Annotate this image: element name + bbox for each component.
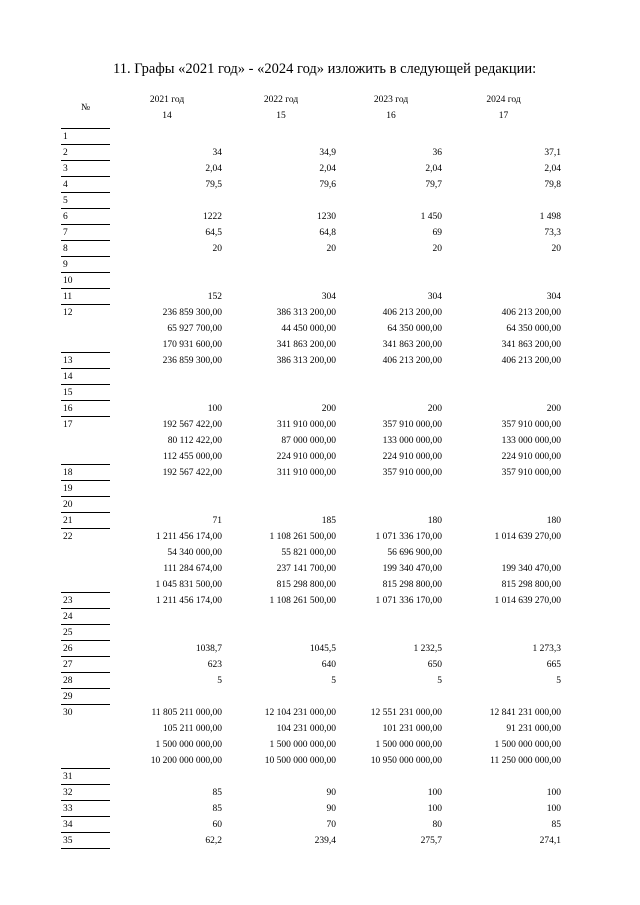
value-cell: 1 500 000 000,00	[269, 740, 336, 750]
value-cell: 1 108 261 500,00	[269, 596, 336, 606]
value-cell: 56 696 900,00	[387, 548, 442, 558]
value-cell: 304	[546, 292, 561, 302]
value-cell: 237 141 700,00	[276, 564, 336, 574]
value-cell: 2,04	[544, 164, 561, 174]
value-cell: 10 500 000 000,00	[264, 756, 336, 766]
table-row	[61, 160, 563, 176]
value-cell: 311 910 000,00	[276, 468, 336, 478]
value-cell: 199 340 470,00	[501, 564, 561, 574]
value-cell: 12 551 231 000,00	[370, 708, 442, 718]
table-row	[61, 656, 563, 672]
row-number: 35	[61, 832, 110, 848]
year-header: 2024 год	[486, 95, 521, 105]
table-row	[61, 704, 563, 720]
value-cell: 79,5	[205, 180, 222, 190]
value-cell: 60	[212, 820, 222, 830]
value-cell: 236 859 300,00	[162, 356, 222, 366]
value-cell: 100	[546, 788, 561, 798]
value-cell: 1038,7	[195, 644, 222, 654]
value-cell: 357 910 000,00	[501, 420, 561, 430]
value-cell: 1 045 831 500,00	[155, 580, 222, 590]
header-row-column-numbers	[61, 107, 563, 123]
value-cell: 199 340 470,00	[382, 564, 442, 574]
value-cell: 12 104 231 000,00	[264, 708, 336, 718]
row-number-continuation	[61, 448, 110, 464]
value-cell: 87 000 000,00	[281, 436, 336, 446]
table-row	[61, 336, 563, 352]
table-row	[61, 320, 563, 336]
empty-cell	[110, 128, 563, 144]
row-number-continuation	[61, 736, 110, 752]
row-number: 4	[61, 176, 110, 192]
table-row	[61, 352, 563, 368]
value-cell: 5	[217, 676, 222, 686]
value-cell: 180	[546, 516, 561, 526]
value-cell: 152	[207, 292, 222, 302]
value-cell: 79,8	[544, 180, 561, 190]
value-cell: 224 910 000,00	[276, 452, 336, 462]
empty-cell	[110, 496, 563, 512]
value-cell: 100	[207, 404, 222, 414]
row-number: 13	[61, 352, 110, 368]
row-number-continuation	[61, 576, 110, 592]
value-cell: 640	[321, 660, 336, 670]
empty-cell	[110, 256, 563, 272]
value-cell: 91 231 000,00	[506, 724, 561, 734]
row-number-continuation	[61, 720, 110, 736]
value-cell: 2,04	[205, 164, 222, 174]
value-cell: 224 910 000,00	[501, 452, 561, 462]
value-cell: 101 231 000,00	[382, 724, 442, 734]
value-cell: 311 910 000,00	[276, 420, 336, 430]
value-cell: 665	[546, 660, 561, 670]
value-cell: 5	[437, 676, 442, 686]
value-cell: 815 298 800,00	[382, 580, 442, 590]
value-cell: 275,7	[420, 836, 442, 846]
table-row	[61, 208, 563, 224]
empty-cell	[110, 384, 563, 400]
value-cell: 133 000 000,00	[501, 436, 561, 446]
value-cell: 357 910 000,00	[382, 468, 442, 478]
row-number: 1	[61, 128, 110, 144]
table-row	[61, 624, 563, 640]
value-cell	[444, 544, 563, 560]
value-cell: 192 567 422,00	[162, 468, 222, 478]
row-number: 30	[61, 704, 110, 720]
value-cell: 200	[321, 404, 336, 414]
value-cell: 12 841 231 000,00	[489, 708, 561, 718]
table-row	[61, 736, 563, 752]
value-cell: 341 863 200,00	[276, 340, 336, 350]
row-number: 19	[61, 480, 110, 496]
value-cell: 815 298 800,00	[276, 580, 336, 590]
value-cell: 100	[546, 804, 561, 814]
value-cell: 357 910 000,00	[501, 468, 561, 478]
row-number-continuation	[61, 752, 110, 768]
value-cell: 224 910 000,00	[382, 452, 442, 462]
value-cell: 5	[331, 676, 336, 686]
year-header: 2023 год	[373, 95, 409, 105]
value-cell: 104 231 000,00	[276, 724, 336, 734]
row-number: 8	[61, 240, 110, 256]
empty-cell	[110, 624, 563, 640]
value-cell: 80	[432, 820, 442, 830]
row-number-continuation	[61, 336, 110, 352]
column-number: 17	[498, 111, 509, 121]
table-row	[61, 128, 563, 144]
table-row	[61, 608, 563, 624]
row-number: 28	[61, 672, 110, 688]
row-number: 14	[61, 368, 110, 384]
table-row	[61, 800, 563, 816]
value-cell: 37,1	[544, 148, 561, 158]
row-number: 16	[61, 400, 110, 416]
row-number: 31	[61, 768, 110, 784]
table-row	[61, 256, 563, 272]
row-number-continuation	[61, 560, 110, 576]
table-row	[61, 464, 563, 480]
row-number: 2	[61, 144, 110, 160]
column-number: 16	[386, 111, 396, 121]
row-number-continuation	[61, 320, 110, 336]
row-number: 12	[61, 304, 110, 320]
value-cell: 73,3	[544, 228, 561, 238]
value-cell: 85	[551, 820, 561, 830]
row-number: 15	[61, 384, 110, 400]
value-cell: 20	[212, 244, 222, 254]
row-number: 20	[61, 496, 110, 512]
value-cell: 1 014 639 270,00	[494, 596, 561, 606]
empty-cell	[110, 272, 563, 288]
table-row	[61, 784, 563, 800]
empty-cell	[110, 688, 563, 704]
value-cell: 100	[427, 804, 442, 814]
table-row	[61, 192, 563, 208]
value-cell: 239,4	[314, 836, 336, 846]
value-cell: 1 498	[539, 212, 561, 222]
value-cell: 1230	[317, 212, 336, 222]
table-row	[61, 400, 563, 416]
table-row	[61, 368, 563, 384]
table-row	[61, 832, 563, 848]
value-cell: 180	[427, 516, 442, 526]
value-cell: 192 567 422,00	[162, 420, 222, 430]
row-number: 22	[61, 528, 110, 544]
value-cell: 406 213 200,00	[501, 308, 561, 318]
value-cell: 1 232,5	[413, 644, 442, 654]
row-number: 34	[61, 816, 110, 832]
value-cell: 185	[321, 516, 336, 526]
table-row	[61, 752, 563, 768]
table-row	[61, 416, 563, 432]
value-cell: 274,1	[539, 836, 561, 846]
value-cell: 1 211 456 174,00	[155, 532, 222, 542]
value-cell: 20	[326, 244, 336, 254]
table-row	[61, 592, 563, 608]
table-row	[61, 288, 563, 304]
value-cell: 1 014 639 270,00	[494, 532, 561, 542]
table-row	[61, 224, 563, 240]
value-cell: 1 211 456 174,00	[155, 596, 222, 606]
table-row	[61, 432, 563, 448]
value-cell: 170 931 600,00	[162, 340, 222, 350]
table-row	[61, 544, 563, 560]
row-number: 32	[61, 784, 110, 800]
value-cell: 815 298 800,00	[501, 580, 561, 590]
value-cell: 386 313 200,00	[276, 356, 336, 366]
row-number: 7	[61, 224, 110, 240]
value-cell: 69	[432, 228, 442, 238]
value-cell: 623	[207, 660, 222, 670]
value-cell: 650	[427, 660, 442, 670]
value-cell: 70	[326, 820, 336, 830]
value-cell: 71	[212, 516, 222, 526]
value-cell: 1045,5	[309, 644, 336, 654]
value-cell: 79,7	[425, 180, 442, 190]
value-cell: 304	[427, 292, 442, 302]
value-cell: 1 273,3	[532, 644, 561, 654]
value-cell: 341 863 200,00	[382, 340, 442, 350]
row-number: 33	[61, 800, 110, 816]
value-cell: 79,6	[319, 180, 336, 190]
table-row	[61, 720, 563, 736]
value-cell: 357 910 000,00	[382, 420, 442, 430]
value-cell: 1222	[203, 212, 222, 222]
value-cell: 90	[326, 788, 336, 798]
value-cell: 304	[321, 292, 336, 302]
value-cell: 34	[212, 148, 222, 158]
value-cell: 20	[551, 244, 561, 254]
row-number: 6	[61, 208, 110, 224]
row-number: 23	[61, 592, 110, 608]
row-number-continuation	[61, 544, 110, 560]
value-cell: 105 211 000,00	[162, 724, 222, 734]
value-cell: 1 500 000 000,00	[375, 740, 442, 750]
year-header: 2021 год	[149, 95, 185, 105]
row-number: 21	[61, 512, 110, 528]
table-row	[61, 768, 563, 784]
value-cell: 341 863 200,00	[501, 340, 561, 350]
value-cell: 10 200 000 000,00	[150, 756, 222, 766]
value-cell: 112 455 000,00	[162, 452, 222, 462]
document-heading: 11. Графы «2021 год» - «2024 год» изложить в следующей редакции:	[113, 61, 537, 77]
row-number-continuation	[61, 432, 110, 448]
table-row	[61, 144, 563, 160]
data-table	[61, 93, 563, 849]
empty-cell	[110, 368, 563, 384]
number-header: №	[80, 102, 91, 113]
table-row	[61, 304, 563, 320]
table-row	[61, 448, 563, 464]
value-cell: 1 500 000 000,00	[155, 740, 222, 750]
column-number: 15	[276, 111, 286, 121]
value-cell: 34,9	[319, 148, 336, 158]
column-number: 14	[162, 111, 172, 121]
value-cell: 236 859 300,00	[162, 308, 222, 318]
value-cell: 64,8	[319, 228, 336, 238]
value-cell: 54 340 000,00	[167, 548, 222, 558]
table-row	[61, 496, 563, 512]
row-number: 17	[61, 416, 110, 432]
value-cell: 85	[212, 804, 222, 814]
row-number: 18	[61, 464, 110, 480]
row-number: 11	[61, 288, 110, 304]
value-cell: 200	[427, 404, 442, 414]
row-number: 10	[61, 272, 110, 288]
value-cell: 1 071 336 170,00	[375, 596, 442, 606]
value-cell: 64,5	[205, 228, 222, 238]
value-cell: 2,04	[425, 164, 442, 174]
value-cell: 11 805 211 000,00	[151, 708, 222, 718]
value-cell: 85	[212, 788, 222, 798]
row-number: 24	[61, 608, 110, 624]
value-cell: 406 213 200,00	[382, 308, 442, 318]
empty-cell	[110, 768, 563, 784]
row-number: 9	[61, 256, 110, 272]
value-cell: 406 213 200,00	[501, 356, 561, 366]
value-cell: 111 284 674,00	[163, 564, 222, 574]
table-row	[61, 576, 563, 592]
table-row	[61, 240, 563, 256]
table-row	[61, 512, 563, 528]
table-row	[61, 688, 563, 704]
value-cell: 100	[427, 788, 442, 798]
table-body	[61, 93, 563, 848]
value-cell: 1 108 261 500,00	[269, 532, 336, 542]
value-cell: 80 112 422,00	[167, 436, 222, 446]
value-cell: 10 950 000 000,00	[370, 756, 442, 766]
value-cell: 64 350 000,00	[506, 324, 561, 334]
value-cell: 90	[326, 804, 336, 814]
value-cell: 1 500 000 000,00	[494, 740, 561, 750]
value-cell: 36	[432, 148, 442, 158]
value-cell: 133 000 000,00	[382, 436, 442, 446]
year-header: 2022 год	[263, 95, 299, 105]
table-row	[61, 672, 563, 688]
row-number: 5	[61, 192, 110, 208]
row-number: 3	[61, 160, 110, 176]
row-number: 26	[61, 640, 110, 656]
table-row	[61, 480, 563, 496]
value-cell: 55 821 000,00	[281, 548, 336, 558]
value-cell: 2,04	[319, 164, 336, 174]
header-row-years	[61, 93, 563, 107]
row-number: 25	[61, 624, 110, 640]
value-cell: 64 350 000,00	[387, 324, 442, 334]
table-row	[61, 528, 563, 544]
table-row	[61, 272, 563, 288]
table-row	[61, 560, 563, 576]
value-cell: 1 450	[420, 212, 442, 222]
value-cell: 1 071 336 170,00	[375, 532, 442, 542]
row-number: 29	[61, 688, 110, 704]
value-cell: 200	[546, 404, 561, 414]
row-number: 27	[61, 656, 110, 672]
value-cell: 44 450 000,00	[281, 324, 336, 334]
value-cell: 406 213 200,00	[382, 356, 442, 366]
value-cell: 5	[556, 676, 561, 686]
value-cell: 20	[432, 244, 442, 254]
empty-cell	[110, 608, 563, 624]
table-row	[61, 384, 563, 400]
value-cell: 386 313 200,00	[276, 308, 336, 318]
table-row	[61, 816, 563, 832]
value-cell: 65 927 700,00	[167, 324, 222, 334]
empty-cell	[110, 192, 563, 208]
value-cell: 62,2	[205, 836, 222, 846]
table-row	[61, 640, 563, 656]
value-cell: 11 250 000 000,00	[490, 756, 561, 766]
empty-cell	[110, 480, 563, 496]
table-row	[61, 176, 563, 192]
